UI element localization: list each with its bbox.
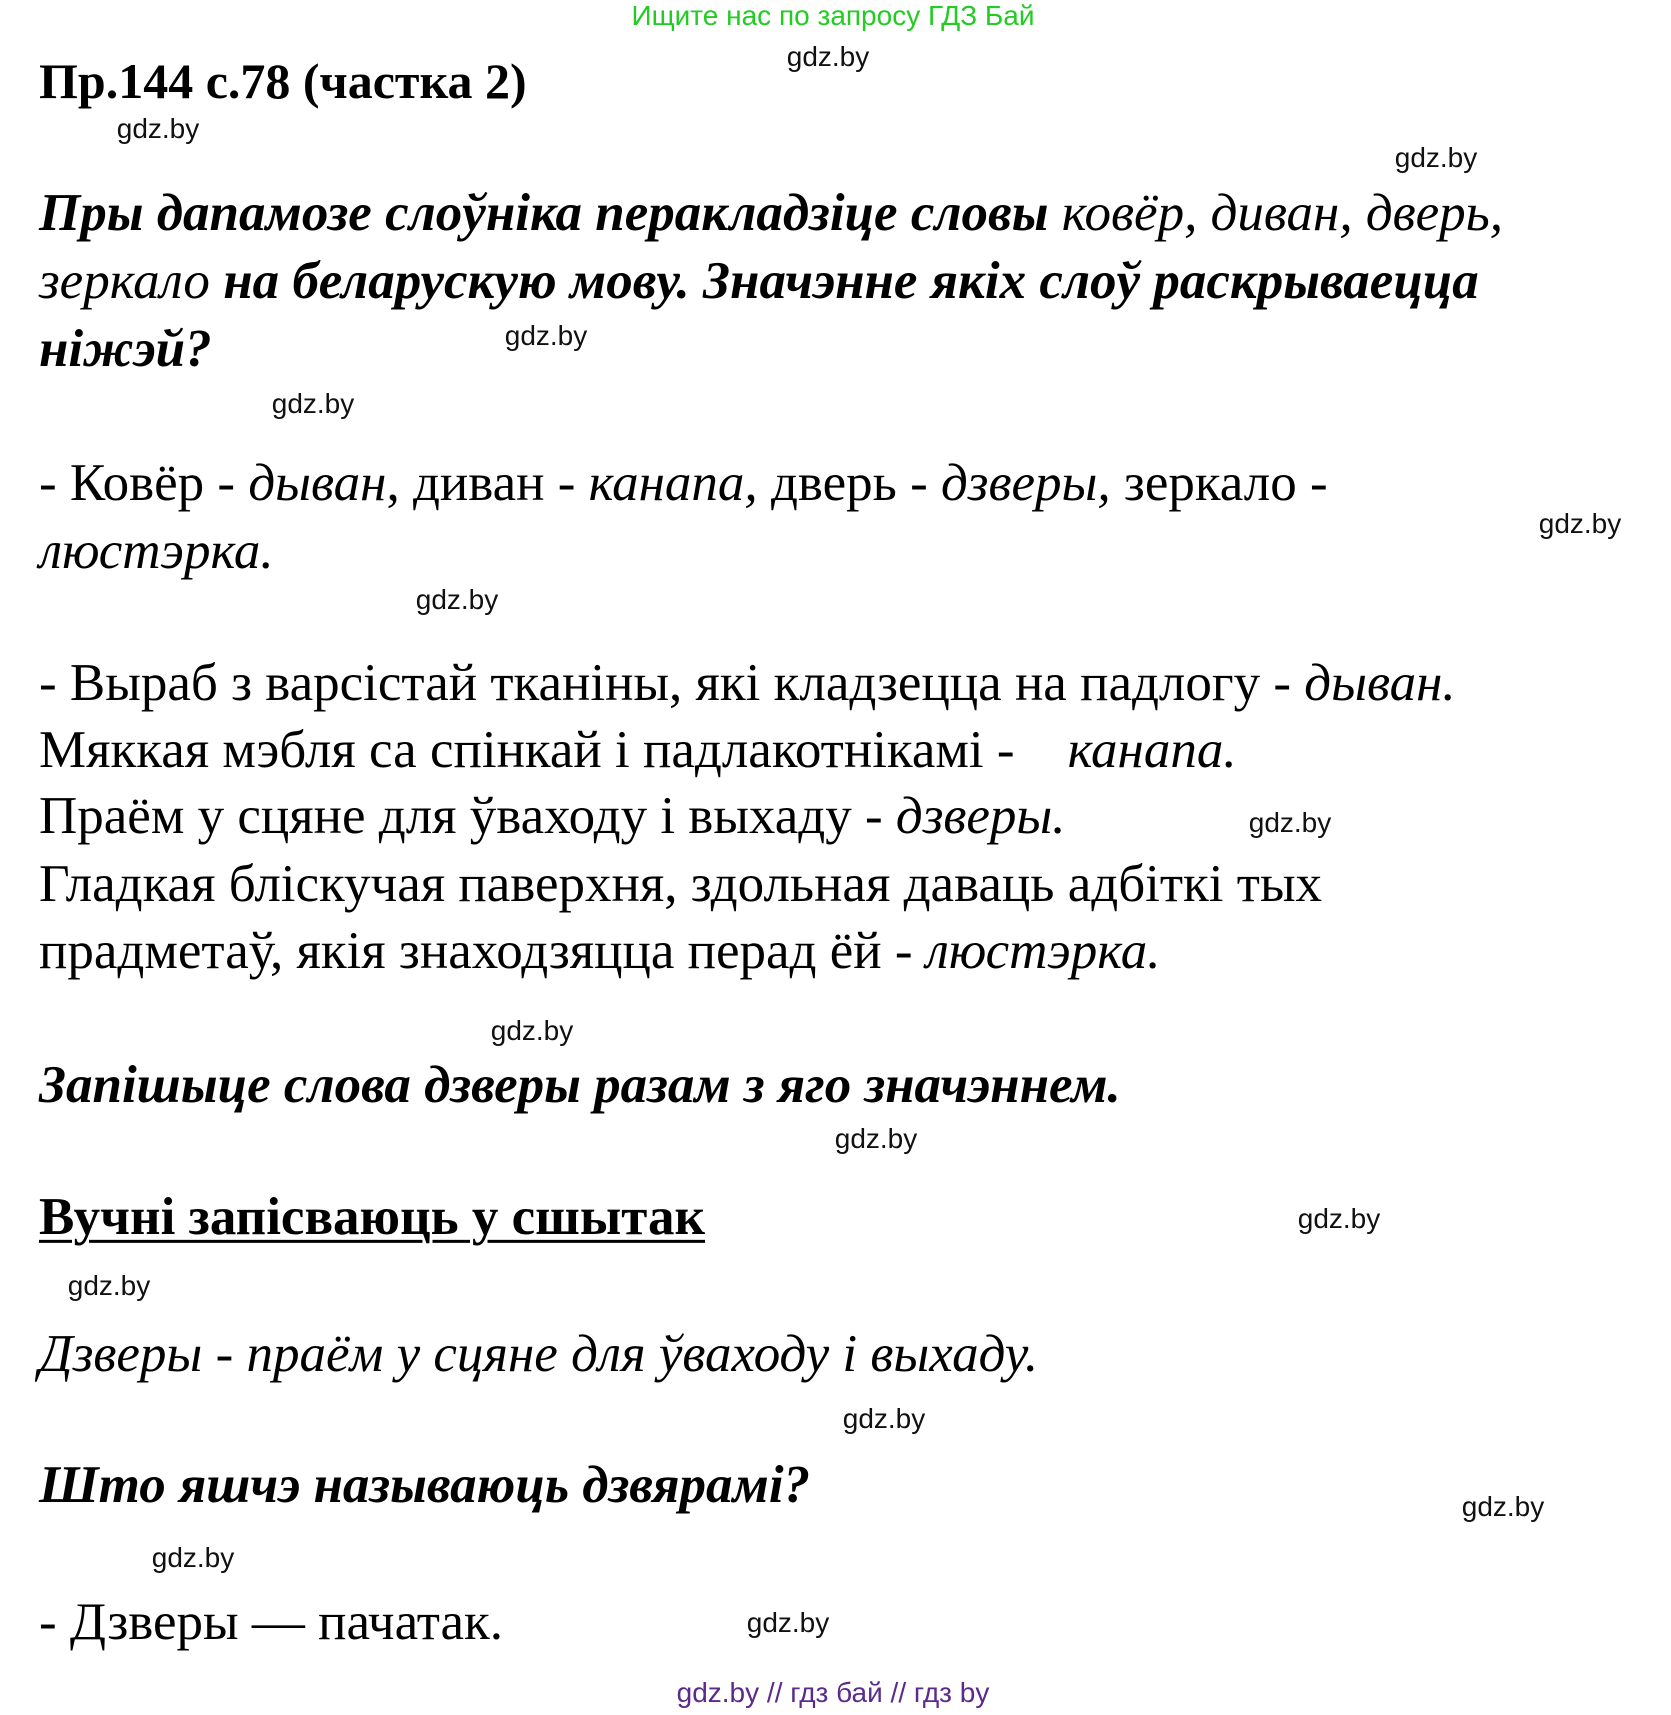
footer-links[interactable]: gdz.by // гдз бай // гдз by xyxy=(676,1677,990,1708)
answer-text-line xyxy=(39,1592,504,1651)
text-segment: , диван - xyxy=(386,453,589,512)
task-text-line xyxy=(39,1055,1121,1114)
page-title: Пр.144 с.78 (частка 2) xyxy=(39,53,527,110)
text-segment: - Дзверы — пачатак. xyxy=(39,1592,504,1651)
notebook-heading-line xyxy=(39,1187,705,1246)
text-segment: Дзверы - праём у сцяне для ўваходу і выхаду. xyxy=(39,1324,1039,1383)
text-segment: дверь - xyxy=(757,453,941,512)
text-segment: зеркало xyxy=(39,251,224,310)
watermark: gdz.by xyxy=(746,1607,830,1638)
watermark: gdz.by xyxy=(786,41,870,72)
task-question-line xyxy=(39,1455,811,1514)
watermark: gdz.by xyxy=(842,1403,926,1434)
text-segment: Што яшчэ называюць дзвярамі? xyxy=(39,1455,811,1514)
watermark: gdz.by xyxy=(1248,807,1332,838)
text-segment: - Ковёр - xyxy=(39,453,249,512)
text-segment: Пры дапамозе слоўніка перакладзіце словы xyxy=(39,183,1062,242)
text-segment: - Выраб з варсістай тканіны, які кладзецца на падлогу - xyxy=(39,653,1305,712)
watermark: gdz.by xyxy=(1394,142,1478,173)
text-segment: на беларускую мову. Значэнне якіх слоў раскрываецца xyxy=(223,251,1479,310)
watermark: gdz.by xyxy=(1538,508,1622,539)
definition-line xyxy=(39,854,1323,913)
watermark: gdz.by xyxy=(415,584,499,615)
search-hint: Ищите нас по запросу ГДЗ Бай xyxy=(631,0,1035,31)
text-segment: дыван. xyxy=(1304,653,1456,712)
definition-line xyxy=(39,921,1161,980)
watermark: gdz.by xyxy=(67,1270,151,1301)
text-segment: люстэрка. xyxy=(925,921,1161,980)
task-text-line xyxy=(39,251,1479,310)
watermark: gdz.by xyxy=(1461,1491,1545,1522)
watermark: gdz.by xyxy=(271,388,355,419)
task-text-line xyxy=(39,319,212,378)
text-segment: зеркало - xyxy=(1110,453,1328,512)
answer-translations-line xyxy=(39,521,274,580)
text-segment: Гладкая бліскучая паверхня, здольная даваць адбіткі тых xyxy=(39,854,1323,913)
text-segment: канапа, xyxy=(588,453,758,512)
watermark: gdz.by xyxy=(490,1015,574,1046)
definition-line xyxy=(39,653,1456,712)
notebook-entry-line xyxy=(39,1324,1039,1383)
watermark: gdz.by xyxy=(1297,1203,1381,1234)
text-segment: дыван xyxy=(248,453,387,512)
text-segment: Запішыце слова дзверы разам з яго значэннем. xyxy=(39,1055,1121,1114)
text-segment: ніжэй? xyxy=(39,319,212,378)
watermark: gdz.by xyxy=(116,113,200,144)
watermark: gdz.by xyxy=(834,1123,918,1154)
watermark: gdz.by xyxy=(151,1542,235,1573)
text-segment: дзверы. xyxy=(895,786,1066,845)
task-text-line xyxy=(39,183,1504,242)
text-segment: Мяккая мэбля са спінкай і падлакотнікамі - xyxy=(39,720,1068,779)
answer-translations-line xyxy=(39,453,1328,512)
text-segment: канапа. xyxy=(1067,720,1237,779)
text-segment: ковёр, диван, дверь, xyxy=(1061,183,1504,242)
definition-line xyxy=(39,786,1066,845)
text-segment: дзверы, xyxy=(940,453,1111,512)
text-segment: Праём у сцяне для ўваходу і выхаду - xyxy=(39,786,896,845)
text-segment: прадметаў, якія знаходзяцца перад ёй - xyxy=(39,921,926,980)
definition-line xyxy=(39,720,1237,779)
watermark: gdz.by xyxy=(504,320,588,351)
text-segment: люстэрка. xyxy=(39,521,274,580)
text-segment: Вучні запісваюць у сшытак xyxy=(39,1187,705,1246)
